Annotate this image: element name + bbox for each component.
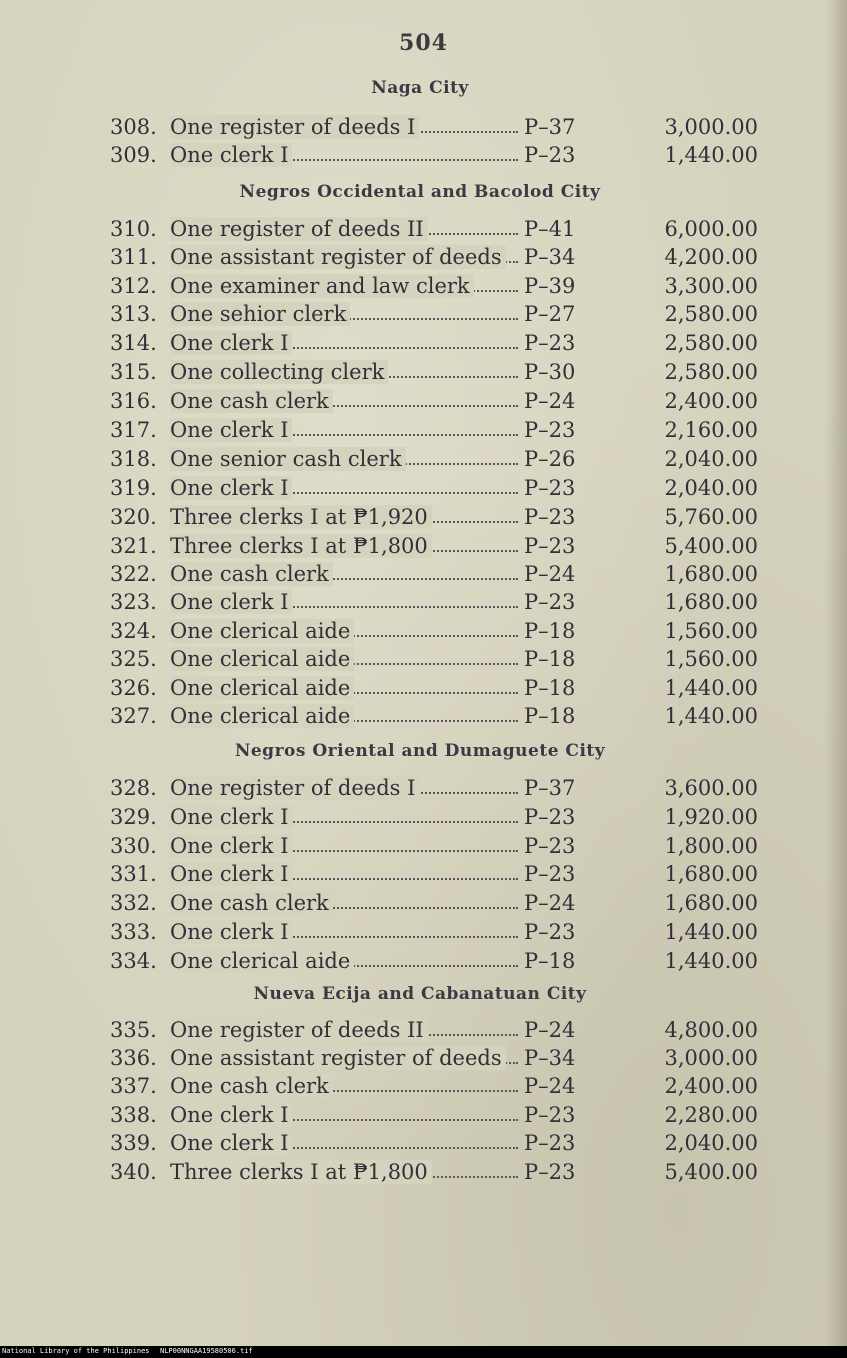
- table-row: [110, 274, 760, 302]
- item-description: Three clerks I at ₱1,800: [170, 1160, 520, 1184]
- item-number: 310.: [110, 217, 157, 241]
- table-row: [110, 245, 760, 273]
- table-row: [110, 949, 760, 977]
- item-amount: 1,800.00: [664, 834, 758, 858]
- table-row: [110, 534, 760, 562]
- item-description: One clerk I: [170, 590, 520, 614]
- item-grade: P–23: [524, 143, 576, 167]
- item-description: One cash clerk: [170, 389, 520, 413]
- item-number: 339.: [110, 1131, 157, 1155]
- table-row: [110, 447, 760, 475]
- item-description: One clerk I: [170, 862, 520, 886]
- table-row: [110, 418, 760, 446]
- table-row: [110, 217, 760, 245]
- item-amount: 2,160.00: [664, 418, 758, 442]
- item-description: One clerical aide: [170, 704, 520, 728]
- item-amount: 1,440.00: [664, 704, 758, 728]
- table-row: [110, 302, 760, 330]
- item-description: One clerk I: [170, 418, 520, 442]
- item-number: 320.: [110, 505, 157, 529]
- item-amount: 3,000.00: [664, 1046, 758, 1070]
- item-amount: 2,580.00: [664, 302, 758, 326]
- item-grade: P–30: [524, 360, 576, 384]
- item-number: 333.: [110, 920, 157, 944]
- item-amount: 4,200.00: [664, 245, 758, 269]
- table-row: [110, 676, 760, 704]
- item-amount: 1,680.00: [664, 562, 758, 586]
- item-amount: 1,680.00: [664, 862, 758, 886]
- item-description: One examiner and law clerk: [170, 274, 520, 298]
- item-grade: P–23: [524, 505, 576, 529]
- section-heading-naga-city: Naga City: [371, 78, 469, 98]
- table-row: [110, 834, 760, 862]
- item-grade: P–23: [524, 1103, 576, 1127]
- item-description: One clerical aide: [170, 949, 520, 973]
- item-number: 326.: [110, 676, 157, 700]
- item-amount: 3,300.00: [664, 274, 758, 298]
- item-description: One clerk I: [170, 1131, 520, 1155]
- item-grade: P–37: [524, 776, 576, 800]
- item-amount: 1,440.00: [664, 676, 758, 700]
- item-description: One clerk I: [170, 331, 520, 355]
- item-grade: P–23: [524, 534, 576, 558]
- item-amount: 2,400.00: [664, 389, 758, 413]
- item-grade: P–34: [524, 1046, 576, 1070]
- item-number: 337.: [110, 1074, 157, 1098]
- item-grade: P–18: [524, 949, 576, 973]
- item-amount: 6,000.00: [664, 217, 758, 241]
- item-description: One cash clerk: [170, 562, 520, 586]
- item-amount: 1,680.00: [664, 891, 758, 915]
- item-description: One clerical aide: [170, 676, 520, 700]
- table-row: [110, 115, 760, 143]
- item-amount: 2,400.00: [664, 1074, 758, 1098]
- item-grade: P–41: [524, 217, 576, 241]
- item-description: One collecting clerk: [170, 360, 520, 384]
- item-amount: 2,580.00: [664, 331, 758, 355]
- item-description: One register of deeds II: [170, 1018, 520, 1042]
- item-description: One cash clerk: [170, 1074, 520, 1098]
- item-number: 316.: [110, 389, 157, 413]
- item-number: 323.: [110, 590, 157, 614]
- item-grade: P–24: [524, 891, 576, 915]
- table-row: [110, 562, 760, 590]
- item-grade: P–23: [524, 834, 576, 858]
- item-amount: 2,280.00: [664, 1103, 758, 1127]
- item-description: One clerk I: [170, 1103, 520, 1127]
- table-row: [110, 590, 760, 618]
- item-number: 317.: [110, 418, 157, 442]
- item-grade: P–23: [524, 920, 576, 944]
- item-grade: P–18: [524, 647, 576, 671]
- item-description: Three clerks I at ₱1,920: [170, 505, 520, 529]
- item-description: One clerk I: [170, 143, 520, 167]
- item-description: One clerk I: [170, 476, 520, 500]
- table-row: [110, 776, 760, 804]
- table-row: [110, 1103, 760, 1131]
- item-amount: 1,920.00: [664, 805, 758, 829]
- item-grade: P–18: [524, 619, 576, 643]
- table-row: [110, 704, 760, 732]
- table-row: [110, 1074, 760, 1102]
- item-number: 315.: [110, 360, 157, 384]
- item-grade: P–18: [524, 704, 576, 728]
- item-description: One sehior clerk: [170, 302, 520, 326]
- table-row: [110, 389, 760, 417]
- item-amount: 4,800.00: [664, 1018, 758, 1042]
- item-description: One clerical aide: [170, 647, 520, 671]
- item-number: 340.: [110, 1160, 157, 1184]
- item-description: One register of deeds I: [170, 776, 520, 800]
- item-grade: P–23: [524, 862, 576, 886]
- item-number: 336.: [110, 1046, 157, 1070]
- table-row: [110, 1018, 760, 1046]
- item-amount: 2,040.00: [664, 1131, 758, 1155]
- table-row: [110, 331, 760, 359]
- item-description: Three clerks I at ₱1,800: [170, 534, 520, 558]
- item-amount: 1,560.00: [664, 647, 758, 671]
- item-amount: 1,680.00: [664, 590, 758, 614]
- item-amount: 3,600.00: [664, 776, 758, 800]
- item-number: 324.: [110, 619, 157, 643]
- item-number: 335.: [110, 1018, 157, 1042]
- item-number: 331.: [110, 862, 157, 886]
- item-number: 327.: [110, 704, 157, 728]
- item-description: One clerk I: [170, 834, 520, 858]
- item-amount: 5,400.00: [664, 534, 758, 558]
- item-amount: 5,760.00: [664, 505, 758, 529]
- item-number: 318.: [110, 447, 157, 471]
- item-grade: P–23: [524, 1131, 576, 1155]
- item-grade: P–39: [524, 274, 576, 298]
- item-number: 334.: [110, 949, 157, 973]
- item-number: 308.: [110, 115, 157, 139]
- item-number: 321.: [110, 534, 157, 558]
- footer-filename: NLP00NNGAA19580506.tif: [160, 1347, 253, 1355]
- item-grade: P–24: [524, 389, 576, 413]
- item-amount: 2,580.00: [664, 360, 758, 384]
- section-heading-negros-oriental: Negros Oriental and Dumaguete City: [234, 741, 606, 761]
- item-amount: 1,440.00: [664, 143, 758, 167]
- item-grade: P–24: [524, 1018, 576, 1042]
- table-row: [110, 920, 760, 948]
- table-row: [110, 143, 760, 171]
- item-grade: P–23: [524, 476, 576, 500]
- item-grade: P–18: [524, 676, 576, 700]
- section-heading-negros-occidental: Negros Occidental and Bacolod City: [239, 182, 601, 202]
- table-row: [110, 805, 760, 833]
- item-number: 311.: [110, 245, 157, 269]
- item-grade: P–37: [524, 115, 576, 139]
- item-description: One senior cash clerk: [170, 447, 520, 471]
- item-description: One clerk I: [170, 805, 520, 829]
- item-number: 330.: [110, 834, 157, 858]
- item-grade: P–24: [524, 562, 576, 586]
- item-grade: P–23: [524, 805, 576, 829]
- table-row: [110, 1160, 760, 1188]
- item-description: One register of deeds I: [170, 115, 520, 139]
- item-amount: 1,560.00: [664, 619, 758, 643]
- section-heading-nueva-ecija: Nueva Ecija and Cabanatuan City: [253, 984, 587, 1004]
- item-number: 314.: [110, 331, 157, 355]
- item-grade: P–23: [524, 1160, 576, 1184]
- table-row: [110, 1131, 760, 1159]
- table-row: [110, 647, 760, 675]
- item-grade: P–23: [524, 590, 576, 614]
- item-amount: 1,440.00: [664, 949, 758, 973]
- table-row: [110, 476, 760, 504]
- item-number: 312.: [110, 274, 157, 298]
- page-edge-shadow: [825, 0, 847, 1346]
- item-amount: 1,440.00: [664, 920, 758, 944]
- item-description: One register of deeds II: [170, 217, 520, 241]
- item-number: 325.: [110, 647, 157, 671]
- item-number: 332.: [110, 891, 157, 915]
- footer-source: National Library of the Philippines: [2, 1347, 150, 1355]
- item-grade: P–23: [524, 331, 576, 355]
- item-grade: P–34: [524, 245, 576, 269]
- item-number: 322.: [110, 562, 157, 586]
- item-grade: P–27: [524, 302, 576, 326]
- item-number: 329.: [110, 805, 157, 829]
- table-row: [110, 619, 760, 647]
- item-number: 309.: [110, 143, 157, 167]
- item-description: One clerical aide: [170, 619, 520, 643]
- item-amount: 2,040.00: [664, 447, 758, 471]
- table-row: [110, 862, 760, 890]
- page-number: 504: [399, 30, 448, 56]
- item-amount: 3,000.00: [664, 115, 758, 139]
- item-number: 319.: [110, 476, 157, 500]
- item-number: 328.: [110, 776, 157, 800]
- item-number: 338.: [110, 1103, 157, 1127]
- item-grade: P–23: [524, 418, 576, 442]
- item-grade: P–24: [524, 1074, 576, 1098]
- item-grade: P–26: [524, 447, 576, 471]
- item-amount: 5,400.00: [664, 1160, 758, 1184]
- item-description: One clerk I: [170, 920, 520, 944]
- scan-footer: [0, 1346, 847, 1358]
- item-amount: 2,040.00: [664, 476, 758, 500]
- table-row: [110, 891, 760, 919]
- table-row: [110, 360, 760, 388]
- item-description: One assistant register of deeds: [170, 245, 520, 269]
- table-row: [110, 505, 760, 533]
- item-description: One cash clerk: [170, 891, 520, 915]
- table-row: [110, 1046, 760, 1074]
- item-number: 313.: [110, 302, 157, 326]
- item-description: One assistant register of deeds: [170, 1046, 520, 1070]
